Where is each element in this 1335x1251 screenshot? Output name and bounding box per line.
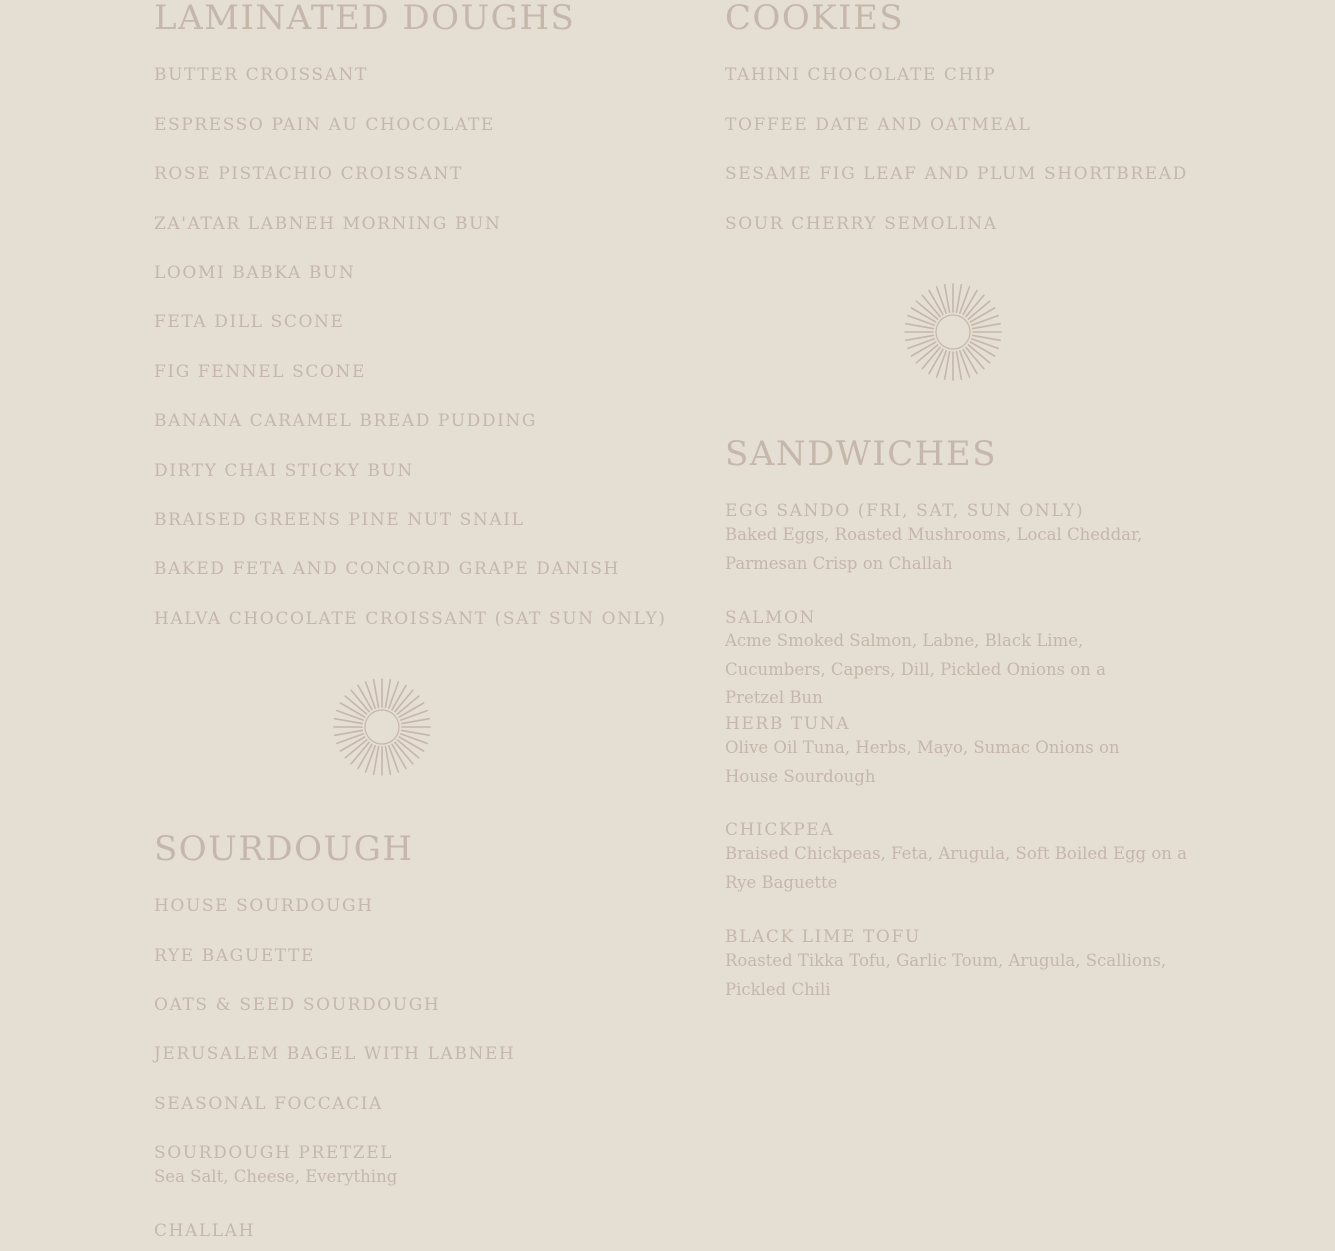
menu-item: TAHINI CHOCOLATE CHIP bbox=[725, 65, 997, 85]
menu-item: LOOMI BABKA BUN bbox=[154, 263, 356, 283]
menu-item: HALVA CHOCOLATE CROISSANT (SAT SUN ONLY) bbox=[154, 609, 667, 629]
section-title-sandwiches: SANDWICHES bbox=[725, 434, 998, 474]
section-title-sourdough: SOURDOUGH bbox=[154, 829, 414, 869]
menu-item: BRAISED GREENS PINE NUT SNAIL bbox=[154, 510, 525, 530]
menu-item: JERUSALEM BAGEL WITH LABNEH bbox=[154, 1044, 516, 1064]
menu-item: ROSE PISTACHIO CROISSANT bbox=[154, 164, 463, 184]
menu-item: SEASONAL FOCCACIA bbox=[154, 1094, 383, 1114]
menu-item: CHALLAH bbox=[154, 1221, 255, 1241]
menu-item: BANANA CARAMEL BREAD PUDDING bbox=[154, 411, 538, 431]
sunburst-icon bbox=[903, 282, 1003, 382]
menu-item: RYE BAGUETTE bbox=[154, 946, 316, 966]
menu-item: FIG FENNEL SCONE bbox=[154, 362, 367, 382]
menu-item: SOUR CHERRY SEMOLINA bbox=[725, 214, 998, 234]
menu-item: BUTTER CROISSANT bbox=[154, 65, 368, 85]
menu-item-description: Olive Oil Tuna, Herbs, Mayo, Sumac Onions on House Sourdough bbox=[725, 738, 1120, 786]
menu-item: TOFFEE DATE AND OATMEAL bbox=[725, 115, 1032, 135]
menu-item: SESAME FIG LEAF AND PLUM SHORTBREAD bbox=[725, 164, 1188, 184]
menu-item: BLACK LIME TOFU bbox=[725, 927, 921, 947]
menu-item: SOURDOUGH PRETZEL bbox=[154, 1143, 394, 1163]
section-title-cookies: COOKIES bbox=[725, 0, 905, 38]
menu-item: HERB TUNA bbox=[725, 714, 851, 734]
menu-item: DIRTY CHAI STICKY BUN bbox=[154, 461, 414, 481]
menu-item-description: Acme Smoked Salmon, Labne, Black Lime, Cucumbers, Capers, Dill, Pickled Onions on a Pretzel Bun bbox=[725, 631, 1106, 707]
menu-item: CHICKPEA bbox=[725, 820, 835, 840]
sunburst-icon bbox=[332, 677, 432, 777]
menu-item-description: Baked Eggs, Roasted Mushrooms, Local Cheddar, Parmesan Crisp on Challah bbox=[725, 525, 1143, 573]
section-title-laminated-doughs: LAMINATED DOUGHS bbox=[154, 0, 576, 38]
menu-item: OATS & SEED SOURDOUGH bbox=[154, 995, 441, 1015]
menu-item-description: Roasted Tikka Tofu, Garlic Toum, Arugula, Scallions, Pickled Chili bbox=[725, 951, 1167, 999]
menu-item: ZA'ATAR LABNEH MORNING BUN bbox=[154, 214, 502, 234]
menu-item: ESPRESSO PAIN AU CHOCOLATE bbox=[154, 115, 495, 135]
menu-item: FETA DILL SCONE bbox=[154, 312, 345, 332]
menu-item-description: Braised Chickpeas, Feta, Arugula, Soft Boiled Egg on a Rye Baguette bbox=[725, 844, 1188, 892]
menu-item: EGG SANDO (FRI, SAT, SUN ONLY) bbox=[725, 501, 1085, 521]
menu-item: HOUSE SOURDOUGH bbox=[154, 896, 374, 916]
menu-item: SALMON bbox=[725, 608, 817, 628]
menu-item-description: Sea Salt, Cheese, Everything bbox=[154, 1167, 398, 1186]
menu-item: BAKED FETA AND CONCORD GRAPE DANISH bbox=[154, 559, 620, 579]
